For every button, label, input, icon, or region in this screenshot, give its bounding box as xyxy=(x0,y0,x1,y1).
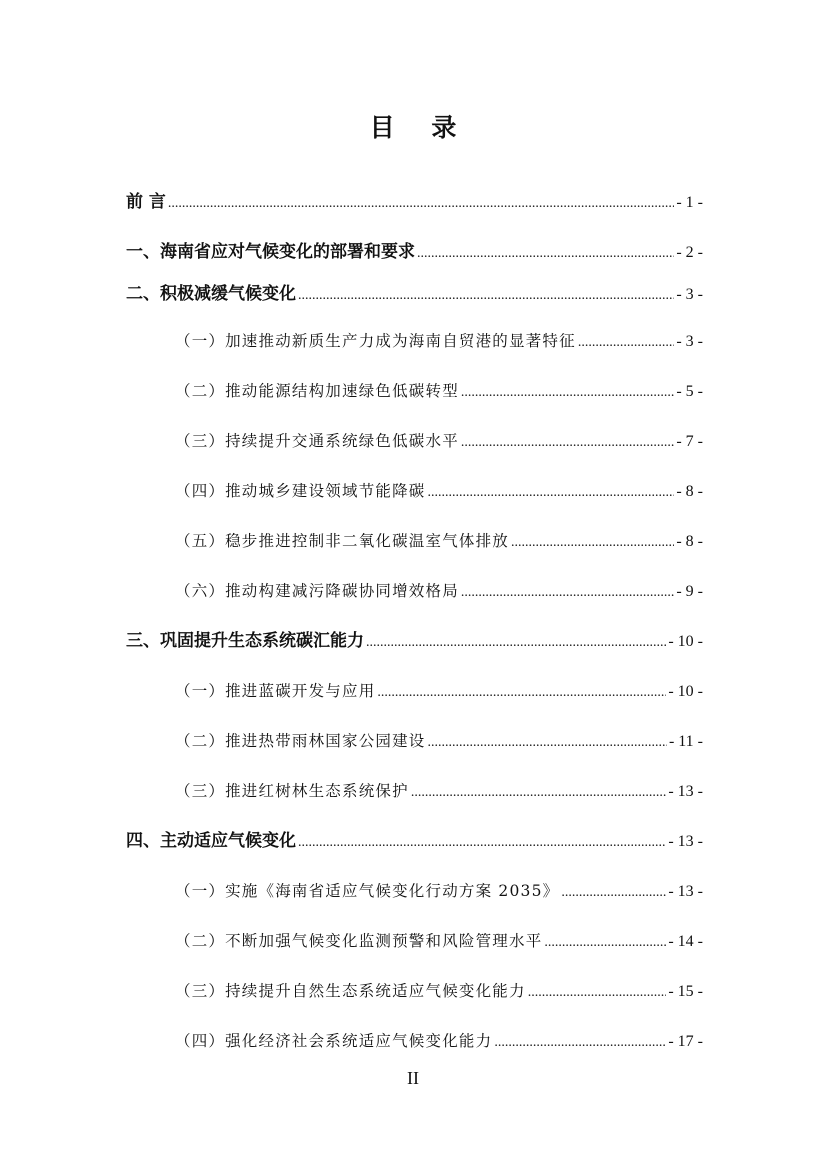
toc-entry-label: （一）加速推动新质生产力成为海南自贸港的显著特征 xyxy=(175,332,576,350)
toc-entry-label: （二）推进热带雨林国家公园建设 xyxy=(175,732,426,750)
toc-entry-page: - 5 - xyxy=(676,383,703,400)
toc-entry[interactable] xyxy=(175,728,703,754)
toc-entry[interactable] xyxy=(175,578,703,604)
toc-entry-label: （二）不断加强气候变化监测预警和风险管理水平 xyxy=(175,932,543,950)
toc-entry[interactable] xyxy=(175,678,703,704)
toc-entry-label: 二、积极减缓气候变化 xyxy=(126,284,296,304)
page-number: II xyxy=(407,1068,419,1088)
toc-entry-label: 前 言 xyxy=(126,192,166,212)
toc-leader-dots xyxy=(561,880,666,906)
toc-entry-label: （一）推进蓝碳开发与应用 xyxy=(175,682,376,700)
toc-entry[interactable] xyxy=(126,628,703,654)
toc-entry-label: （六）推动构建减污降碳协同增效格局 xyxy=(175,582,459,600)
toc-entry[interactable] xyxy=(175,528,703,554)
toc-entry[interactable] xyxy=(126,239,703,265)
toc-entry-page: - 8 - xyxy=(676,483,703,500)
toc-entry-label: 一、海南省应对气候变化的部署和要求 xyxy=(126,242,415,262)
toc-leader-dots xyxy=(428,730,667,756)
toc-entry[interactable] xyxy=(175,478,703,504)
toc-entry-page: - 15 - xyxy=(668,983,703,1000)
toc-entry-page: - 13 - xyxy=(668,783,703,800)
toc-entry[interactable] xyxy=(175,328,703,354)
toc-entry[interactable] xyxy=(175,378,703,404)
toc-entry[interactable] xyxy=(126,828,703,854)
toc-entry-page: - 13 - xyxy=(668,883,703,900)
toc-entry-page: - 3 - xyxy=(676,286,703,303)
toc-entry-page: - 13 - xyxy=(668,833,703,850)
toc-entry-label: （三）持续提升交通系统绿色低碳水平 xyxy=(175,432,459,450)
toc-entry[interactable] xyxy=(126,189,703,215)
toc-leader-dots xyxy=(417,241,674,267)
toc-leader-dots xyxy=(366,630,666,656)
toc-entry[interactable] xyxy=(126,281,703,307)
toc-entry[interactable] xyxy=(175,428,703,454)
toc-entry-label: （四）强化经济社会系统适应气候变化能力 xyxy=(175,1032,493,1050)
page-title: 目 录 xyxy=(369,113,471,142)
toc-entry-page: - 3 - xyxy=(676,333,703,350)
toc-leader-dots xyxy=(298,283,674,309)
toc-leader-dots xyxy=(461,380,674,406)
toc-entry-label: （三）推进红树林生态系统保护 xyxy=(175,782,409,800)
toc-leader-dots xyxy=(461,430,674,456)
toc-entry[interactable] xyxy=(175,1028,703,1054)
toc-entry-label: （一）实施《海南省适应气候变化行动方案 2035》 xyxy=(175,882,560,900)
toc-entry-page: - 14 - xyxy=(668,933,703,950)
toc-leader-dots xyxy=(428,480,675,506)
toc-entry-page: - 8 - xyxy=(676,533,703,550)
toc-leader-dots xyxy=(494,1030,666,1056)
toc-entry[interactable] xyxy=(175,878,703,904)
toc-entry[interactable] xyxy=(175,928,703,954)
toc-leader-dots xyxy=(528,980,667,1006)
toc-entry-page: - 17 - xyxy=(668,1033,703,1050)
toc-entry[interactable] xyxy=(175,978,703,1004)
toc-leader-dots xyxy=(168,191,674,217)
toc-entry-page: - 1 - xyxy=(676,194,703,211)
toc-entry-label: （五）稳步推进控制非二氧化碳温室气体排放 xyxy=(175,532,510,550)
toc-entry-label: 四、主动适应气候变化 xyxy=(126,831,296,851)
toc-leader-dots xyxy=(578,330,675,356)
toc-entry-label: （三）持续提升自然生态系统适应气候变化能力 xyxy=(175,982,526,1000)
toc-entry-page: - 7 - xyxy=(676,433,703,450)
toc-entry-label: （四）推动城乡建设领域节能降碳 xyxy=(175,482,426,500)
toc-leader-dots xyxy=(544,930,666,956)
toc-entry-label: （二）推动能源结构加速绿色低碳转型 xyxy=(175,382,459,400)
toc-leader-dots xyxy=(511,530,674,556)
toc-entry-page: - 10 - xyxy=(668,633,703,650)
toc-entry-page: - 9 - xyxy=(676,583,703,600)
toc-leader-dots xyxy=(377,680,666,706)
toc-leader-dots xyxy=(411,780,667,806)
toc-entry-page: - 10 - xyxy=(668,683,703,700)
toc-leader-dots xyxy=(298,830,666,856)
toc-entry[interactable] xyxy=(175,778,703,804)
toc-leader-dots xyxy=(461,580,674,606)
toc-entry-page: - 2 - xyxy=(676,244,703,261)
toc-entry-page: - 11 - xyxy=(668,733,703,750)
toc-entry-label: 三、巩固提升生态系统碳汇能力 xyxy=(126,631,364,651)
